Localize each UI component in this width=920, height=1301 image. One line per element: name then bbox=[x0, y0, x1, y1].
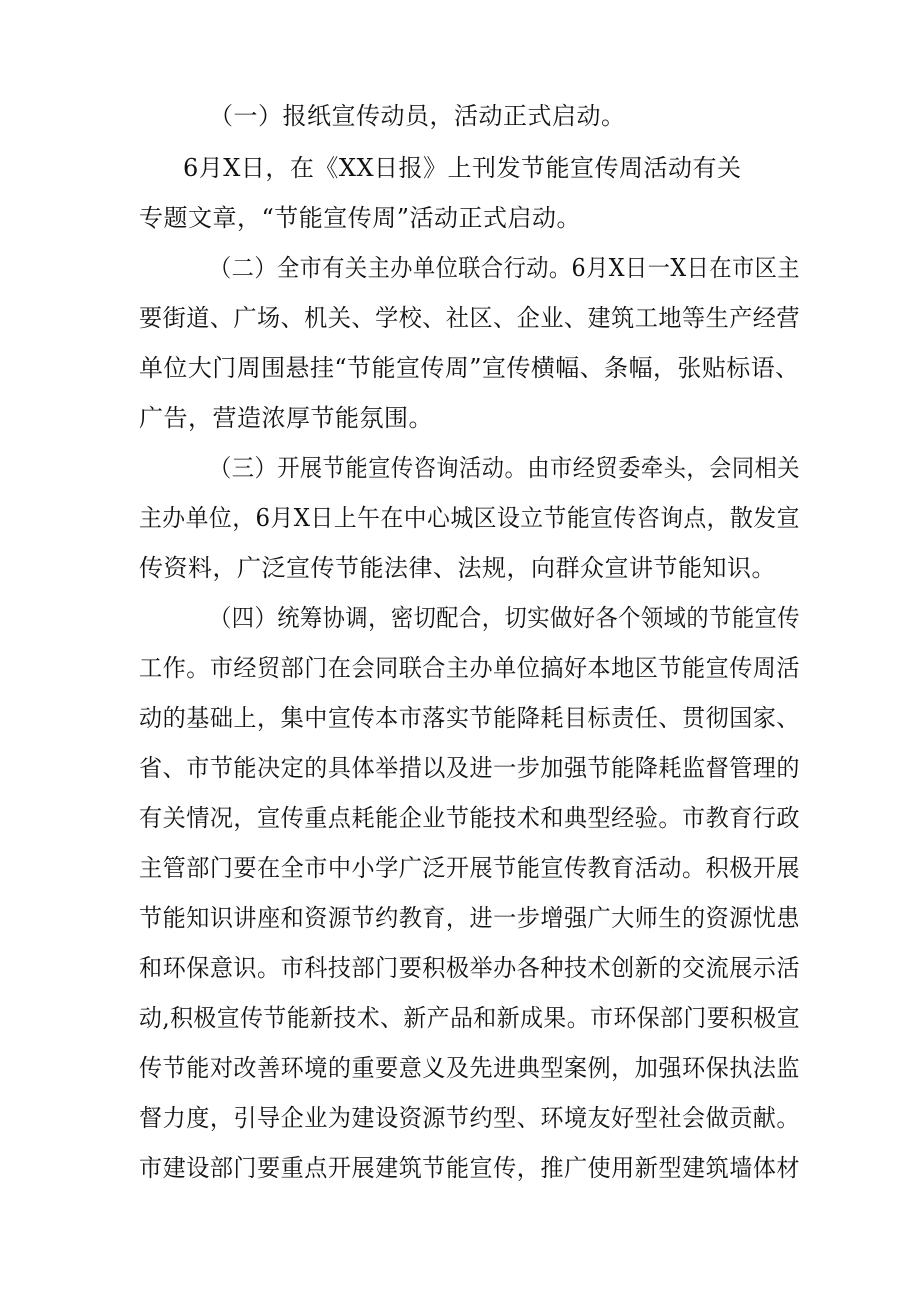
text-line: 单位大门周围悬挂“节能宣传周”宣传横幅、条幅，张贴标语、 bbox=[139, 354, 800, 382]
text-line: 节能知识讲座和资源节约教育，进一步增强广大师生的资源忧患 bbox=[139, 904, 801, 932]
text-line: 动的基础上，集中宣传本市落实节能降耗目标责任、贯彻国家、 bbox=[139, 704, 801, 732]
text-line: （三）开展节能宣传咨询活动。由市经贸委牵头，会同相关 bbox=[209, 454, 801, 482]
text-line: 督力度，引导企业为建设资源节约型、环境友好型社会做贡献。 bbox=[139, 1104, 801, 1132]
text-line: 省、市节能决定的具体举措以及进一步加强节能降耗监督管理的 bbox=[139, 754, 801, 782]
text-line: 主管部门要在全市中小学广泛开展节能宣传教育活动。积极开展 bbox=[139, 854, 801, 882]
text-line: 6月X日，在《XX日报》上刊发节能宣传周活动有关 bbox=[183, 154, 742, 182]
text-line: 市建设部门要重点开展建筑节能宣传，推广使用新型建筑墙体材 bbox=[139, 1154, 801, 1182]
text-line: 广告，营造浓厚节能氛围。 bbox=[139, 404, 433, 432]
text-line: 专题文章，“节能宣传周”活动正式启动。 bbox=[139, 204, 582, 232]
text-line: 和环保意识。市科技部门要积极举办各种技术创新的交流展示活 bbox=[139, 954, 801, 982]
text-line: （四）统筹协调，密切配合，切实做好各个领域的节能宣传 bbox=[209, 604, 801, 632]
text-line: 主办单位，6月X日上午在中心城区设立节能宣传咨询点，散发宣 bbox=[139, 504, 800, 532]
text-line: 要街道、广场、机关、学校、社区、企业、建筑工地等生产经营 bbox=[139, 304, 801, 332]
text-line: 传资料，广泛宣传节能法律、法规，向群众宣讲节能知识。 bbox=[139, 554, 776, 582]
text-line: 工作。市经贸部门在会同联合主办单位搞好本地区节能宣传周活 bbox=[139, 654, 801, 682]
text-line: 有关情况，宣传重点耗能企业节能技术和典型经验。市教育行政 bbox=[139, 804, 801, 832]
text-line: 动,积极宣传节能新技术、新产品和新成果。市环保部门要积极宣 bbox=[139, 1004, 801, 1032]
text-line: （一）报纸宣传动员，活动正式启动。 bbox=[209, 102, 626, 130]
text-line: （二）全市有关主办单位联合行动。6月X日一X日在市区主 bbox=[209, 254, 800, 282]
text-line: 传节能对改善环境的重要意义及先进典型案例，加强环保执法监 bbox=[139, 1054, 801, 1082]
